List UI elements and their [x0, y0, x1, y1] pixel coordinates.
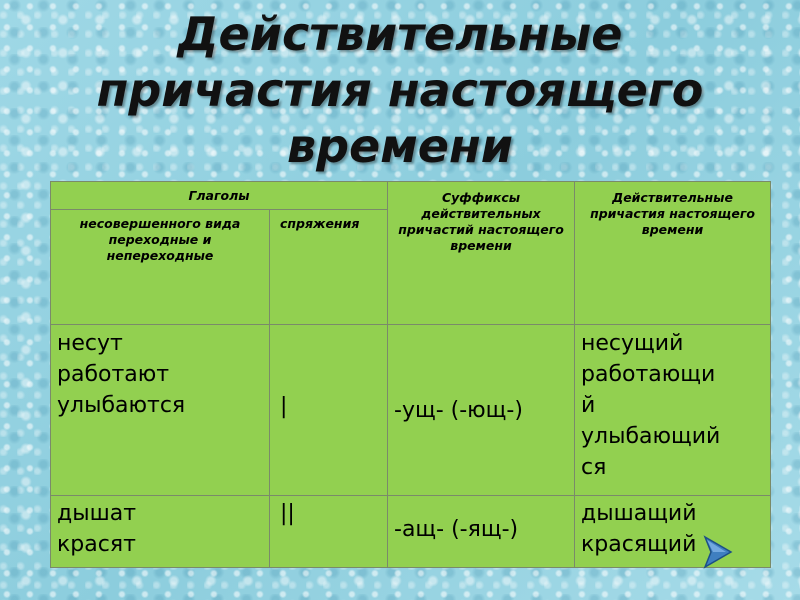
row1-participles	[575, 325, 771, 496]
header-conjugation	[270, 210, 388, 325]
row1-participle-1: несущий	[581, 331, 684, 356]
table-row	[51, 496, 771, 568]
row2-conjugation-mark: ||	[280, 501, 295, 526]
row2-verb-1: дышат	[57, 501, 137, 526]
header-aspect-label: несовершенного вида переходные и непереходные	[79, 216, 241, 263]
row2-conjugation	[270, 496, 388, 568]
next-slide-button[interactable]	[702, 534, 734, 570]
header-row-1	[51, 182, 771, 210]
title-line-1: Действительные	[177, 7, 623, 61]
row1-participle-5: ся	[581, 455, 607, 480]
participles-table	[50, 181, 771, 568]
row1-verbs	[51, 325, 270, 496]
row2-participle-1: дышащий	[581, 501, 697, 526]
row1-participle-4: улыбающий	[581, 424, 721, 449]
header-suffixes-label: Суффиксы действительных причастий настоящего времени	[398, 190, 564, 253]
table-row	[51, 325, 771, 496]
row1-participle-3: й	[581, 393, 596, 418]
row1-conjugation	[270, 325, 388, 496]
row1-verb-1: несут	[57, 331, 123, 356]
row2-suffix-text: -ащ- (-ящ-)	[394, 517, 519, 542]
header-suffixes	[388, 182, 575, 325]
row1-conjugation-mark: |	[280, 394, 288, 419]
header-participles-label: Действительные причастия настоящего времени	[590, 190, 755, 237]
title-line-3: времени	[286, 119, 514, 173]
row2-participle-2: красящий	[581, 532, 697, 557]
slide-title	[0, 6, 800, 174]
header-conjugation-label: спряжения	[280, 216, 360, 231]
row2-verb-2: красят	[57, 532, 136, 557]
title-line-2: причастия настоящего	[96, 63, 704, 117]
header-verbs	[51, 182, 388, 210]
row2-verbs	[51, 496, 270, 568]
row1-verb-3: улыбаются	[57, 393, 186, 418]
row1-suffix-text: -ущ- (-ющ-)	[394, 398, 523, 423]
header-participles	[575, 182, 771, 325]
header-verbs-label: Глаголы	[188, 187, 250, 203]
header-aspect	[51, 210, 270, 325]
row1-participle-2: работающи	[581, 362, 716, 387]
row1-suffix	[388, 325, 575, 496]
row2-participles	[575, 496, 771, 568]
row1-verb-2: работают	[57, 362, 170, 387]
next-arrow-icon	[702, 534, 734, 570]
row2-suffix	[388, 496, 575, 568]
